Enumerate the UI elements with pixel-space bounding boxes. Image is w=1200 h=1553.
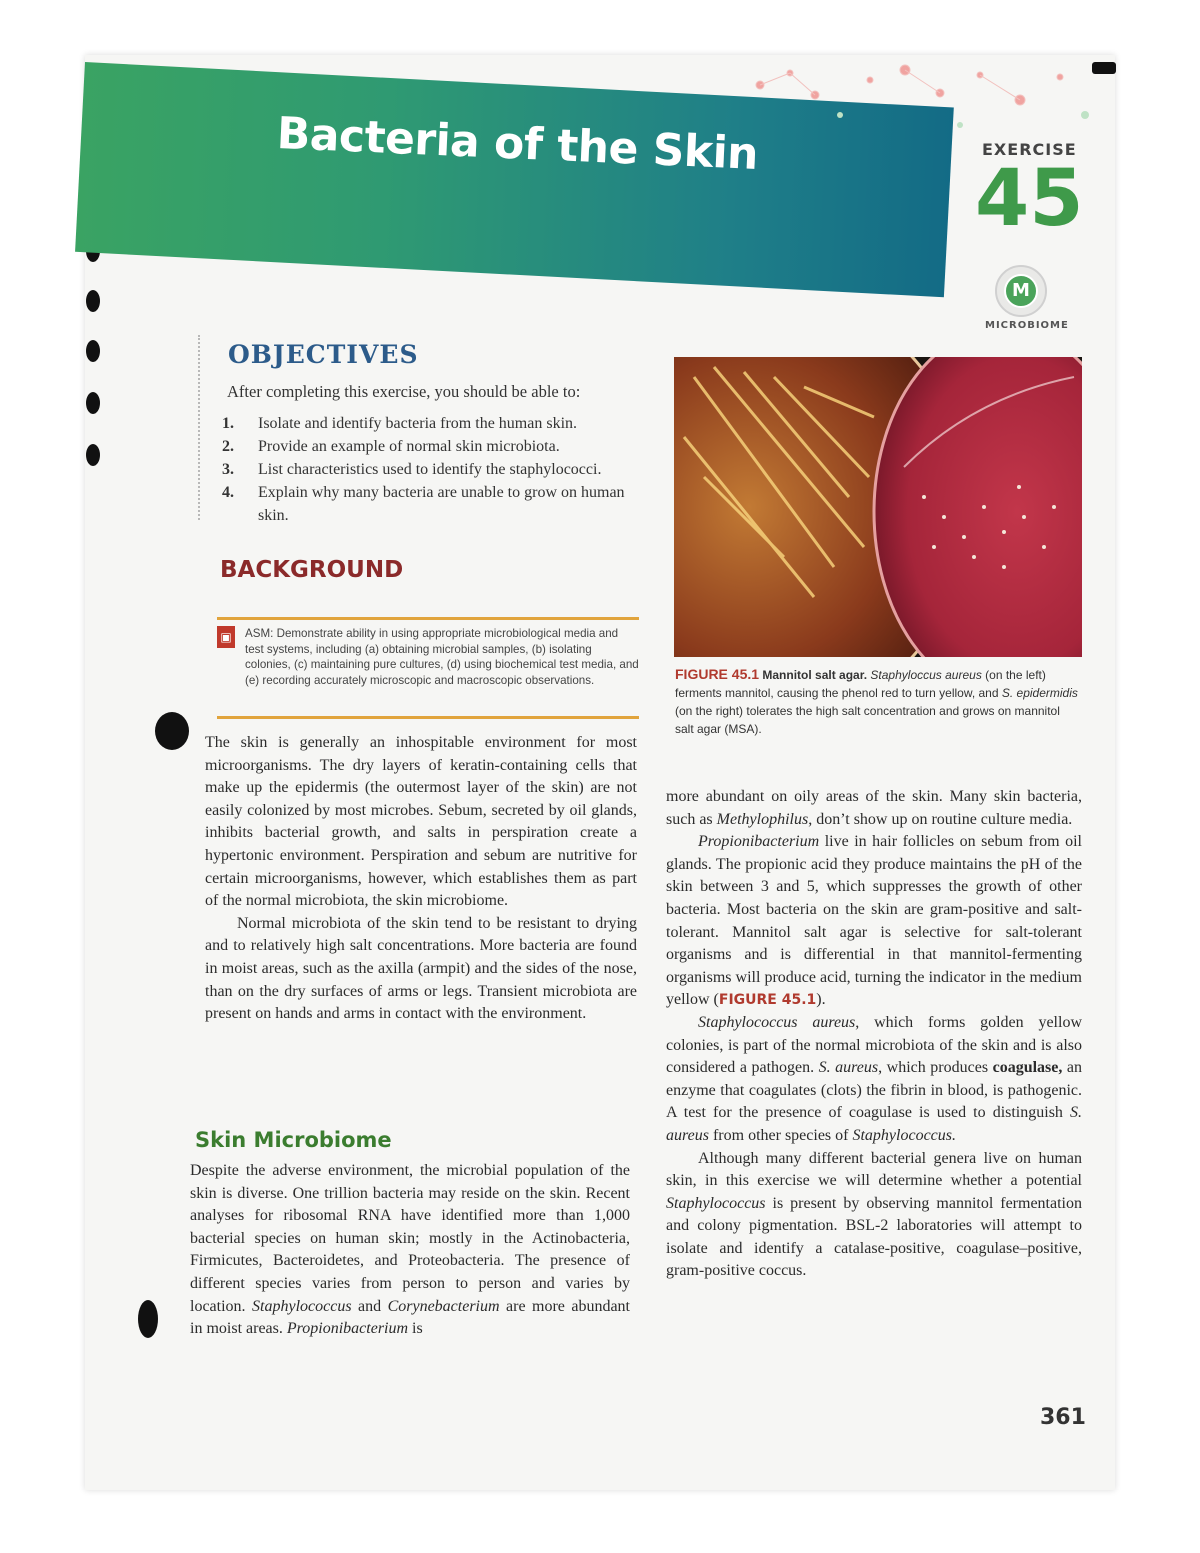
objective-item: 4. Explain why many bacteria are unable to grow on human skin. — [222, 484, 625, 524]
right-column — [666, 786, 1082, 1283]
exercise-label: EXERCISE — [982, 140, 1077, 159]
skin-microbiome-column — [190, 1160, 630, 1341]
skin-microbiome-heading: Skin Microbiome — [195, 1128, 392, 1152]
objectives-heading: OBJECTIVES — [228, 340, 419, 369]
objective-item: 3. List characteristics used to identify the staphylococci. — [222, 461, 602, 478]
skin-microbiome-paragraph: Despite the adverse environment, the microbial population of the skin is diverse. One trillion bacteria may reside on the skin. Recent analyses for ribosomal RNA have identified more than 1,000 bacterial species on human skin; mostly in the Actinobacteria, Firmicutes, Bacteroidetes, and Proteobacteria. The presence of different species varies from person to person and varies by location. Staphylococcus and Corynebacterium are more abundant in moist areas. Propionibacterium is — [190, 1162, 630, 1338]
binder-hole — [86, 392, 100, 414]
right-paragraph: Although many different bacterial genera live on human skin, in this exercise we will determine whether a potential Staphylococcus is present by observing mannitol fermentation and colony pigmentation. BSL-2 laboratories will attempt to isolate and identify a catalase-positive, coagulase–positive, gram-positive coccus. — [666, 1149, 1082, 1280]
objective-item: 2. Provide an example of normal skin microbiota. — [222, 438, 560, 455]
badge-letter: M — [1004, 274, 1038, 308]
objectives-border — [198, 335, 200, 520]
objective-item: 1. Isolate and identify bacteria from the human skin. — [222, 415, 578, 432]
badge-label: MICROBIOME — [985, 320, 1069, 331]
binder-hole — [155, 712, 189, 750]
page-title: Bacteria of the Skin — [275, 108, 760, 180]
asm-text: ASM: Demonstrate ability in using appropriate microbiological media and test systems, including (a) obtaining microbial samples, (b) isolating colonies, (c) maintaining pure cultures, (d) using biochemical test media, and (e) recording accurately microscopic and macroscopic observations. — [245, 627, 639, 687]
right-paragraph: more abundant on oily areas of the skin. Many skin bacteria, such as Methylophilus, don’t show up on routine culture media. — [666, 788, 1082, 828]
figure-caption: FIGURE 45.1 Mannitol salt agar. Staphyloccus aureus (on the left) ferments mannitol, causing the phenol red to turn yellow, and S. epidermidis (on the right) tolerates the high salt concentration and grows on mannitol salt agar (MSA). — [675, 666, 1078, 736]
objectives-list — [222, 412, 646, 527]
asm-standard-box — [217, 617, 639, 719]
petri-dish-photo — [674, 357, 1082, 657]
objectives-intro: After completing this exercise, you should be able to: — [227, 382, 581, 401]
right-paragraph: Propionibacterium live in hair follicles on sebum from oil glands. The propionic acid they produce maintains the pH of the skin between 3 and 5, which suppresses the growth of other bacteria. Most bacteria on the skin are gram-positive and salt-tolerant. Mannitol salt agar is selective for salt-tolerant organisms and is differential in that mannitol-fermenting organisms will produce acid, turning the indicator in the medium yellow (FIGURE 45.1). — [666, 833, 1082, 1009]
molecule-decoration — [720, 55, 1115, 145]
binder-hole — [86, 444, 100, 466]
binder-hole — [138, 1300, 158, 1338]
binder-hole — [86, 340, 100, 362]
background-paragraph: The skin is generally an inhospitable environment for most microorganisms. The dry layers of keratin-containing cells that make up the epidermis (the outermost layer of the skin) are not easily colonized by most microbes. Sebum, secreted by oil glands, inhibits bacterial growth, and salts in perspiration create a hypertonic environment. Perspiration and sebum are nutritive for certain microorganisms, however, which establishes them as part of the normal microbiota, the skin microbiome. — [205, 734, 637, 910]
binder-hole — [86, 290, 100, 312]
background-paragraph: Normal microbiota of the skin tend to be resistant to drying and to relatively high salt concentrations. More bacteria are found in moist areas, such as the axilla (armpit) and the sides of the nose, than on the dry surfaces of arms or legs. Transient microbiota are present on hands and arms in contact with the environment. — [205, 914, 637, 1023]
microbiome-badge-icon — [995, 265, 1047, 317]
right-paragraph: Staphylococcus aureus, which forms golden yellow colonies, is part of the normal microbiota of the skin and is also considered a pathogen. S. aureus, which produces coagulase, an enzyme that coagulates (clots) the fibrin in blood, is pathogenic. A test for the presence of coagulase is used to distinguish S. aureus from other species of Staphylococcus. — [666, 1013, 1083, 1144]
asm-book-icon: ▣ — [217, 626, 235, 648]
exercise-number: 45 — [975, 154, 1084, 244]
page-number: 361 — [1040, 1405, 1086, 1430]
background-heading: BACKGROUND — [220, 557, 404, 583]
background-column — [205, 732, 637, 1026]
